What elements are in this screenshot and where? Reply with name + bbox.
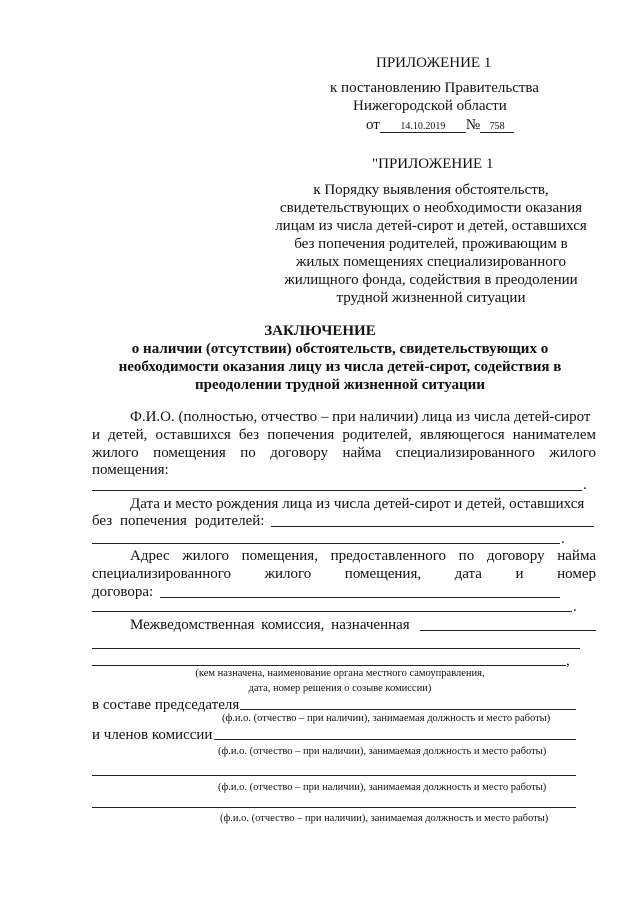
- number-label: №: [465, 117, 481, 133]
- appendix2-line: жилых помещениях специализированного: [295, 254, 567, 270]
- chair-hint: (ф.и.о. (отчество – при наличии), занимаемая должность и место работы): [222, 713, 551, 724]
- region-line: Нижегородской области: [353, 98, 507, 114]
- appendix2-line: жилищного фонда, содействия в преодолении: [284, 272, 578, 288]
- appendix2-line: лицам из числа детей-сирот и детей, оставшихся: [275, 218, 587, 234]
- birth-input-line-2: [92, 543, 560, 544]
- appendix2-text: [266, 181, 596, 307]
- members-hint-2: (ф.и.о. (отчество – при наличии), занимаемая должность и место работы): [218, 782, 547, 793]
- address-period: .: [573, 599, 577, 615]
- birth-period: .: [561, 531, 565, 547]
- fio-input-line: [92, 490, 582, 491]
- chair-input-line: [240, 709, 576, 710]
- address-input-line-1: [160, 597, 560, 598]
- commission-input-line-2: [92, 648, 580, 649]
- members-hint-1: (ф.и.о. (отчество – при наличии), занимаемая должность и место работы): [218, 746, 547, 757]
- conclusion-subtitle: [80, 340, 600, 394]
- address-line-3: договора:: [92, 584, 154, 600]
- fio-line-4: помещения:: [92, 462, 169, 478]
- members-input-line-1: [214, 739, 576, 740]
- subtitle-line: преодолении трудной жизненной ситуации: [195, 377, 485, 393]
- commission-note-2: дата, номер решения о созыве комиссии): [248, 683, 432, 694]
- address-line-1: Адрес жилого помещения, предоставленного по договору найма: [130, 548, 596, 564]
- fio-line-1: Ф.И.О. (полностью, отчество – при наличии) лица из числа детей-сирот: [130, 409, 591, 425]
- address-line-2: специализированного жилого помещения, дата и номер: [92, 566, 596, 582]
- members-hint-3: (ф.и.о. (отчество – при наличии), занимаемая должность и место работы): [220, 813, 549, 824]
- appendix2-line: свидетельствующих о необходимости оказания: [279, 200, 583, 216]
- appendix-title: ПРИЛОЖЕНИЕ 1: [376, 55, 492, 71]
- appendix2-title: "ПРИЛОЖЕНИЕ 1: [372, 156, 494, 172]
- subtitle-line: необходимости оказания лицу из числа детей-сирот, содействия в: [118, 359, 562, 375]
- chair-label: в составе председателя: [92, 697, 240, 713]
- birth-line-2: без попечения родителей:: [92, 513, 265, 529]
- members-input-line-3: [92, 807, 576, 808]
- fio-line-3: жилого помещения по договору найма специализированного жилого: [92, 445, 596, 461]
- birth-input-line-1: [271, 526, 594, 527]
- fio-line-2: и детей, оставшихся без попечения родителей, являющегося нанимателем: [92, 427, 596, 443]
- decree-line: к постановлению Правительства: [330, 80, 539, 96]
- appendix2-line: к Порядку выявления обстоятельств,: [313, 182, 549, 198]
- commission-input-line-1: [420, 630, 596, 631]
- conclusion-title: ЗАКЛЮЧЕНИЕ: [264, 323, 376, 339]
- appendix2-line: трудной жизненной ситуации: [336, 290, 526, 306]
- members-label: и членов комиссии: [92, 727, 213, 743]
- commission-input-line-3: [92, 665, 566, 666]
- subtitle-line: о наличии (отсутствии) обстоятельств, свидетельствующих о: [131, 341, 549, 357]
- date-number-line: [366, 116, 514, 134]
- commission-label: Межведомственная комиссия, назначенная: [130, 617, 410, 633]
- address-input-line-2: [92, 611, 572, 612]
- from-label: от: [366, 117, 380, 133]
- decree-number: 758: [480, 121, 514, 133]
- birth-line-1: Дата и место рождения лица из числа детей-сирот и детей, оставшихся: [130, 496, 585, 512]
- appendix2-line: без попечения родителей, проживающим в: [294, 236, 568, 252]
- commission-note-1: (кем назначена, наименование органа местного самоуправления,: [195, 668, 485, 679]
- commission-comma: ,: [566, 653, 570, 669]
- members-input-line-2: [92, 775, 576, 776]
- fio-period: .: [583, 477, 587, 493]
- decree-date: 14.10.2019: [380, 121, 466, 133]
